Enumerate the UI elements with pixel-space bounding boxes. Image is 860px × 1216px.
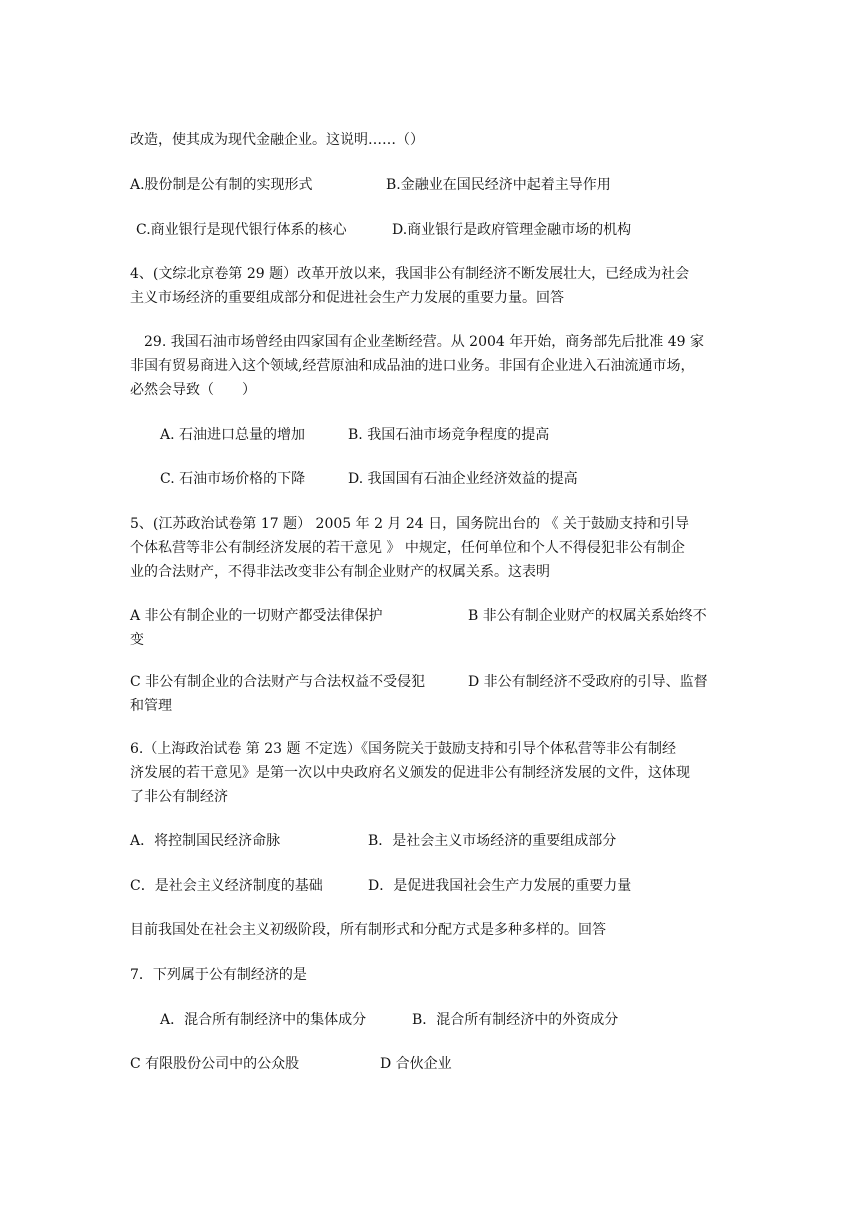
q29-line-2: 非国有贸易商进入这个领域,经营原油和成品油的进口业务。非国有企业进入石油流通市场， [130,358,695,374]
q5-line-1: 5、(江苏政治试卷第 17 题） 2005 年 2 月 24 日，国务院出台的 《 关于鼓励支持和引导 [130,516,690,532]
q6-option-c: C．是社会主义经济制度的基础 [130,878,323,894]
prev-option-b: B.金融业在国民经济中起着主导作用 [386,177,611,193]
q7-option-b: B．混合所有制经济中的外资成分 [412,1012,619,1028]
q7-line-1: 7．下列属于公有制经济的是 [130,967,307,983]
q6-line-3: 了非公有制经济 [130,789,228,805]
q29-option-b: B. 我国石油市场竞争程度的提高 [348,427,550,443]
q6-option-a: A．将控制国民经济命脉 [130,833,281,849]
q29-option-c: C. 石油市场价格的下降 [160,471,306,487]
q7-option-a: A．混合所有制经济中的集体成分 [160,1012,367,1028]
q7-option-c: C 有限股份公司中的公众股 [130,1056,300,1072]
q6-option-b: B．是社会主义市场经济的重要组成部分 [368,833,617,849]
q5-option-b: B 非公有制企业财产的权属关系始终不 [468,608,707,624]
q5-option-b-continued: 变 [130,632,144,648]
q5-line-2: 个体私营等非公有制经济发展的若干意见 》 中规定，任何单位和个人不得侵犯非公有制企 [130,540,685,556]
q7-stem: 目前我国处在社会主义初级阶段，所有制形式和分配方式是多种多样的。回答 [130,922,606,938]
q4-line-1: 4、(文综北京卷第 29 题）改革开放以来，我国非公有制经济不断发展壮大，已经成为社会 [130,266,690,282]
q5-line-3: 业的合法财产，不得非法改变非公有制企业财产的权属关系。这表明 [130,564,550,580]
q5-option-d-continued: 和管理 [130,698,172,714]
q29-option-d: D. 我国国有石油企业经济效益的提高 [348,471,578,487]
q6-line-2: 济发展的若干意见》是第一次以中央政府名义颁发的促进非公有制经济发展的文件，这体现 [130,765,690,781]
q7-option-d: D 合伙企业 [380,1056,452,1072]
q5-option-c: C 非公有制企业的合法财产与合法权益不受侵犯 [130,674,426,690]
q5-option-d: D 非公有制经济不受政府的引导、监督 [468,674,708,690]
q6-option-d: D．是促进我国社会生产力发展的重要力量 [368,878,632,894]
q5-option-a: A 非公有制企业的一切财产都受法律保护 [130,608,383,624]
intro-line: 改造，使其成为现代金融企业。这说明……（） [130,132,424,148]
prev-option-a: A.股份制是公有制的实现形式 [130,177,313,193]
q29-line-1: 29. 我国石油市场曾经由四家国有企业垄断经营。从 2004 年开始，商务部先后批准 49 家 [144,334,704,350]
prev-option-c: C.商业银行是现代银行体系的核心 [136,222,347,238]
q6-line-1: 6.（上海政治试卷 第 23 题 不定选）《国务院关于鼓励支持和引导个体私营等非公有制经 [130,741,676,757]
q29-option-a: A. 石油进口总量的增加 [160,427,306,443]
q29-line-3: 必然会导致（ ） [130,382,256,398]
q4-line-2: 主义市场经济的重要组成部分和促进社会生产力发展的重要力量。回答 [130,290,564,306]
prev-option-d: D.商业银行是政府管理金融市场的机构 [392,222,632,238]
